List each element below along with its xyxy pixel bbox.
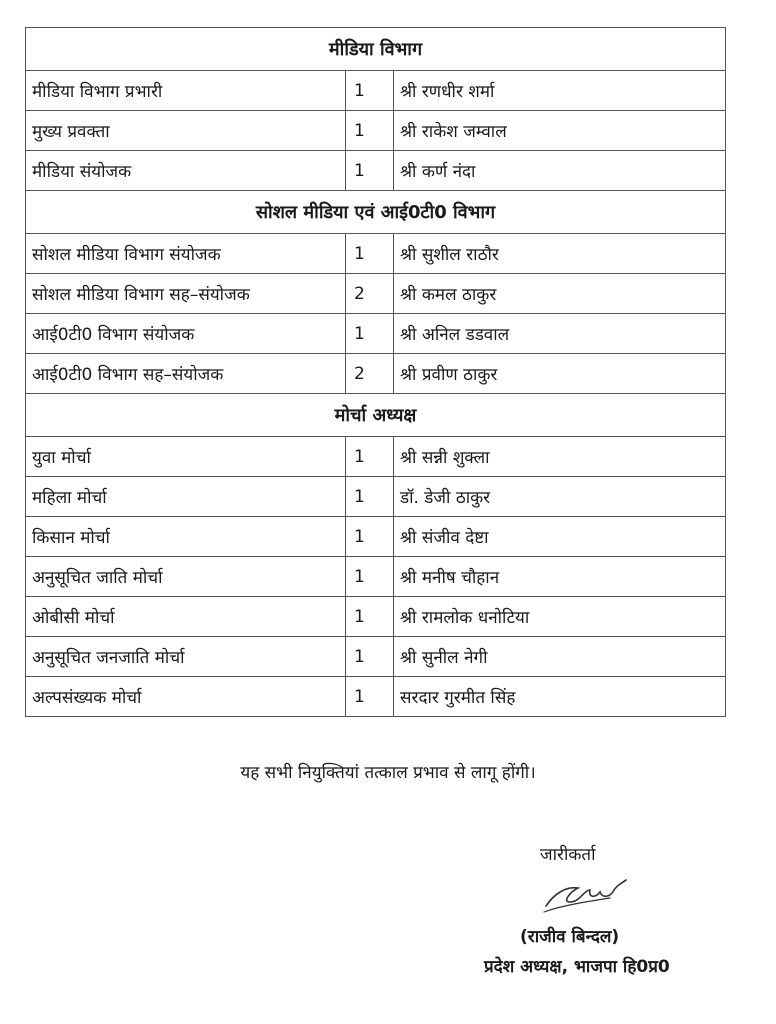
post-cell: सोशल मीडिया विभाग सह–संयोजक [26, 274, 346, 314]
section-title: सोशल मीडिया एवं आई0टी0 विभाग [26, 191, 726, 234]
table-row [26, 354, 726, 394]
appointments-table [25, 27, 726, 717]
appointments-table-body [26, 28, 726, 717]
count-cell: 1 [346, 557, 394, 597]
section-title: मोर्चा अध्यक्ष [26, 394, 726, 437]
count-cell: 1 [346, 234, 394, 274]
post-cell: किसान मोर्चा [26, 517, 346, 557]
post-cell: मुख्य प्रवक्ता [26, 111, 346, 151]
post-cell: ओबीसी मोर्चा [26, 597, 346, 637]
name-cell: श्री मनीष चौहान [394, 557, 726, 597]
name-cell: श्री कर्ण नंदा [394, 151, 726, 191]
table-row [26, 274, 726, 314]
effective-note: यह सभी नियुक्तियां तत्काल प्रभाव से लागू होंगी। [240, 763, 536, 783]
issuer-label: जारीकर्ता [540, 845, 596, 865]
count-cell: 1 [346, 477, 394, 517]
post-cell: सोशल मीडिया विभाग संयोजक [26, 234, 346, 274]
count-cell: 1 [346, 71, 394, 111]
post-cell: अल्पसंख्यक मोर्चा [26, 677, 346, 717]
count-cell: 2 [346, 354, 394, 394]
post-cell: आई0टी0 विभाग संयोजक [26, 314, 346, 354]
table-row [26, 557, 726, 597]
post-cell: मीडिया संयोजक [26, 151, 346, 191]
name-cell: श्री कमल ठाकुर [394, 274, 726, 314]
name-cell: डॉ. डेजी ठाकुर [394, 477, 726, 517]
name-cell: श्री प्रवीण ठाकुर [394, 354, 726, 394]
table-row [26, 597, 726, 637]
section-title: मीडिया विभाग [26, 28, 726, 71]
table-row [26, 234, 726, 274]
table-row [26, 314, 726, 354]
count-cell: 2 [346, 274, 394, 314]
name-cell: श्री सन्नी शुक्ला [394, 437, 726, 477]
name-cell: श्री रामलोक धनोटिया [394, 597, 726, 637]
table-row [26, 151, 726, 191]
count-cell: 1 [346, 637, 394, 677]
count-cell: 1 [346, 437, 394, 477]
table-row [26, 677, 726, 717]
signer-title: प्रदेश अध्यक्ष, भाजपा हि0प्र0 [484, 957, 670, 977]
name-cell: श्री सुनील नेगी [394, 637, 726, 677]
table-row [26, 517, 726, 557]
count-cell: 1 [346, 597, 394, 637]
table-row [26, 71, 726, 111]
signer-name: (राजीव बिन्दल) [520, 927, 620, 947]
post-cell: मीडिया विभाग प्रभारी [26, 71, 346, 111]
post-cell: महिला मोर्चा [26, 477, 346, 517]
section-header-row [26, 28, 726, 71]
table-row [26, 477, 726, 517]
name-cell: श्री राकेश जम्वाल [394, 111, 726, 151]
section-header-row [26, 191, 726, 234]
count-cell: 1 [346, 517, 394, 557]
count-cell: 1 [346, 151, 394, 191]
count-cell: 1 [346, 111, 394, 151]
count-cell: 1 [346, 314, 394, 354]
signature-image [540, 868, 630, 916]
name-cell: श्री सुशील राठौर [394, 234, 726, 274]
post-cell: युवा मोर्चा [26, 437, 346, 477]
count-cell: 1 [346, 677, 394, 717]
name-cell: सरदार गुरमीत सिंह [394, 677, 726, 717]
name-cell: श्री संजीव देष्टा [394, 517, 726, 557]
table-row [26, 111, 726, 151]
table-row [26, 437, 726, 477]
post-cell: आई0टी0 विभाग सह–संयोजक [26, 354, 346, 394]
post-cell: अनुसूचित जाति मोर्चा [26, 557, 346, 597]
post-cell: अनुसूचित जनजाति मोर्चा [26, 637, 346, 677]
table-row [26, 637, 726, 677]
section-header-row [26, 394, 726, 437]
name-cell: श्री रणधीर शर्मा [394, 71, 726, 111]
name-cell: श्री अनिल डडवाल [394, 314, 726, 354]
